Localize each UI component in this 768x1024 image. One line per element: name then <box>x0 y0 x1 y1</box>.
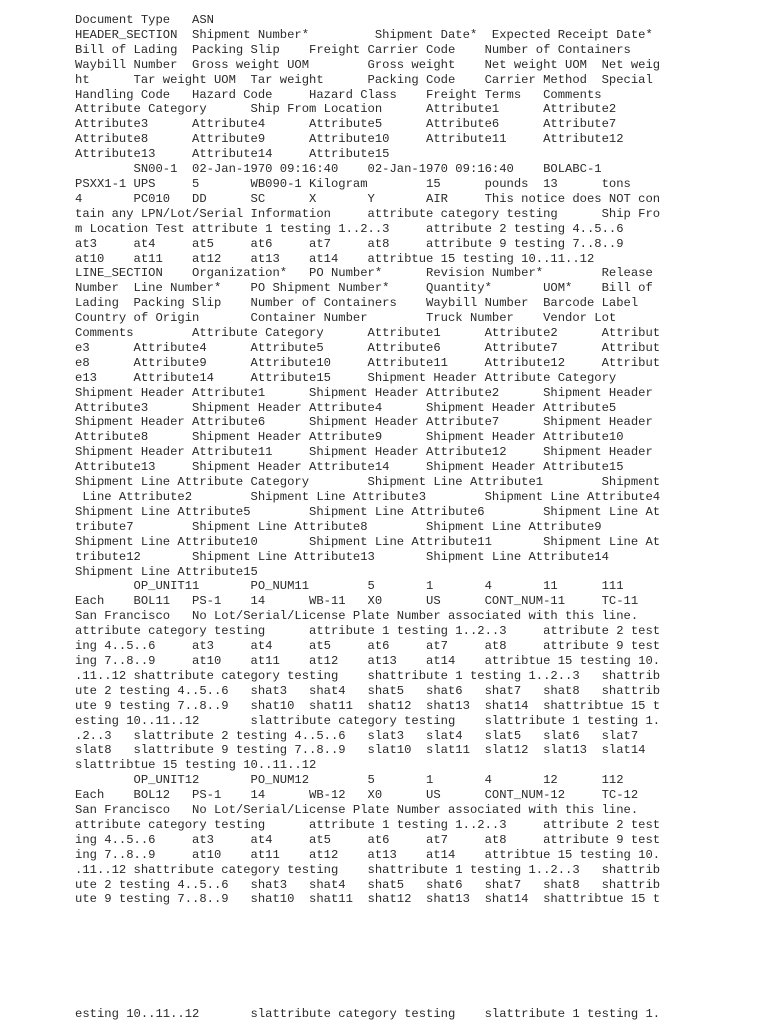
document-line: Each BOL12 PS-1 14 WB-12 X0 US CONT_NUM-12 TC-12 <box>75 788 639 803</box>
document-line: HEADER_SECTION Shipment Number* Shipment Date* Expected Receipt Date* <box>75 27 653 42</box>
document-line: Number Line Number* PO Shipment Number* Quantity* UOM* Bill of <box>75 281 653 296</box>
document-line: .11..12 shattribute category testing shattribute 1 testing 1..2..3 shattrib <box>75 668 661 683</box>
document-line: tribute12 Shipment Line Attribute13 Shipment Line Attribute14 <box>75 549 609 564</box>
document-line: SN00-1 02-Jan-1970 09:16:40 02-Jan-1970 09:16:40 BOLABC-1 <box>75 162 602 177</box>
document-line: ing 4..5..6 at3 at4 at5 at6 at7 at8 attribute 9 test <box>75 639 661 654</box>
asn-document-text <box>75 13 660 907</box>
document-line: at10 at11 at12 at13 at14 attribtue 15 testing 10..11..12 <box>75 251 595 266</box>
document-line: .2..3 slattribute 2 testing 4..5..6 slat3 slat4 slat5 slat6 slat7 <box>75 728 639 743</box>
document-line: Comments Attribute Category Attribute1 Attribute2 Attribut <box>75 326 661 341</box>
document-line: PSXX1-1 UPS 5 WB090-1 Kilogram 15 pounds 13 tons <box>75 176 631 191</box>
document-line: Shipment Line Attribute15 <box>75 564 258 579</box>
document-line: San Francisco No Lot/Serial/License Plate Number associated with this line. <box>75 609 639 624</box>
document-line: ute 2 testing 4..5..6 shat3 shat4 shat5 shat6 shat7 shat8 shattrib <box>75 683 661 698</box>
document-line: slat8 slattribute 9 testing 7..8..9 slat10 slat11 slat12 slat13 slat14 <box>75 743 646 758</box>
document-line: Shipment Line Attribute5 Shipment Line Attribute6 Shipment Line At <box>75 504 661 519</box>
document-line: Shipment Line Attribute10 Shipment Line Attribute11 Shipment Line At <box>75 534 661 549</box>
document-line: tain any LPN/Lot/Serial Information attribute category testing Ship Fro <box>75 206 661 221</box>
document-line: ing 7..8..9 at10 at11 at12 at13 at14 attribtue 15 testing 10. <box>75 653 661 668</box>
document-line: OP_UNIT12 PO_NUM12 5 1 4 12 112 <box>75 773 624 788</box>
document-line: Each BOL11 PS-1 14 WB-11 X0 US CONT_NUM-11 TC-11 <box>75 594 639 609</box>
document-line: attribute category testing attribute 1 testing 1..2..3 attribute 2 test <box>75 817 661 832</box>
document-line: San Francisco No Lot/Serial/License Plate Number associated with this line. <box>75 803 639 818</box>
document-line: e13 Attribute14 Attribute15 Shipment Header Attribute Category <box>75 370 617 385</box>
document-line: 4 PC010 DD SC X Y AIR This notice does NOT con <box>75 191 661 206</box>
document-line: Shipment Header Attribute11 Shipment Header Attribute12 Shipment Header <box>75 445 653 460</box>
document-line: Shipment Line Attribute Category Shipment Line Attribute1 Shipment <box>75 475 661 490</box>
document-line: Attribute3 Shipment Header Attribute4 Shipment Header Attribute5 <box>75 400 617 415</box>
document-line: Attribute3 Attribute4 Attribute5 Attribute6 Attribute7 <box>75 117 617 132</box>
document-line: Waybill Number Gross weight UOM Gross weight Net weight UOM Net weig <box>75 57 661 72</box>
document-line: Shipment Header Attribute1 Shipment Header Attribute2 Shipment Header <box>75 385 653 400</box>
document-line: Attribute13 Shipment Header Attribute14 Shipment Header Attribute15 <box>75 460 624 475</box>
document-line: ute 9 testing 7..8..9 shat10 shat11 shat12 shat13 shat14 shattribtue 15 t <box>75 698 661 713</box>
document-line: LINE_SECTION Organization* PO Number* Revision Number* Release <box>75 266 653 281</box>
document-line: m Location Test attribute 1 testing 1..2..3 attribute 2 testing 4..5..6 <box>75 221 624 236</box>
document-line: Lading Packing Slip Number of Containers Waybill Number Barcode Label <box>75 296 639 311</box>
document-line: ing 7..8..9 at10 at11 at12 at13 at14 attribtue 15 testing 10. <box>75 847 661 862</box>
document-line: Shipment Header Attribute6 Shipment Header Attribute7 Shipment Header <box>75 415 653 430</box>
document-line: ute 9 testing 7..8..9 shat10 shat11 shat12 shat13 shat14 shattribtue 15 t <box>75 892 661 907</box>
document-line: attribute category testing attribute 1 testing 1..2..3 attribute 2 test <box>75 624 661 639</box>
document-line: at3 at4 at5 at6 at7 at8 attribute 9 testing 7..8..9 <box>75 236 624 251</box>
document-line: ing 4..5..6 at3 at4 at5 at6 at7 at8 attribute 9 test <box>75 832 661 847</box>
document-line: Attribute13 Attribute14 Attribute15 <box>75 147 390 162</box>
document-line: Line Attribute2 Shipment Line Attribute3 Shipment Line Attribute4 <box>75 490 661 504</box>
asn-document-continuation: esting 10..11..12 slattribute category testing slattribute 1 testing 1. <box>75 1007 661 1021</box>
document-line: tribute7 Shipment Line Attribute8 Shipment Line Attribute9 <box>75 519 602 534</box>
document-line: Attribute Category Ship From Location Attribute1 Attribute2 <box>75 102 617 117</box>
document-line: Attribute8 Shipment Header Attribute9 Shipment Header Attribute10 <box>75 430 624 445</box>
document-line: Handling Code Hazard Code Hazard Class Freight Terms Comments <box>75 87 602 102</box>
document-line: e8 Attribute9 Attribute10 Attribute11 Attribute12 Attribut <box>75 355 661 370</box>
document-line: slattribtue 15 testing 10..11..12 <box>75 758 317 773</box>
document-line: esting 10..11..12 slattribute category testing slattribute 1 testing 1. <box>75 713 661 728</box>
document-line: OP_UNIT11 PO_NUM11 5 1 4 11 111 <box>75 579 624 594</box>
document-line: Document Type ASN <box>75 13 214 27</box>
document-line: Bill of Lading Packing Slip Freight Carrier Code Number of Containers <box>75 42 631 57</box>
document-line: .11..12 shattribute category testing shattribute 1 testing 1..2..3 shattrib <box>75 862 661 877</box>
document-line: Country of Origin Container Number Truck Number Vendor Lot <box>75 311 617 326</box>
document-line: ute 2 testing 4..5..6 shat3 shat4 shat5 shat6 shat7 shat8 shattrib <box>75 877 661 892</box>
document-line: e3 Attribute4 Attribute5 Attribute6 Attribute7 Attribut <box>75 340 661 355</box>
document-line: ht Tar weight UOM Tar weight Packing Code Carrier Method Special <box>75 72 653 87</box>
document-line: Attribute8 Attribute9 Attribute10 Attribute11 Attribute12 <box>75 132 624 147</box>
